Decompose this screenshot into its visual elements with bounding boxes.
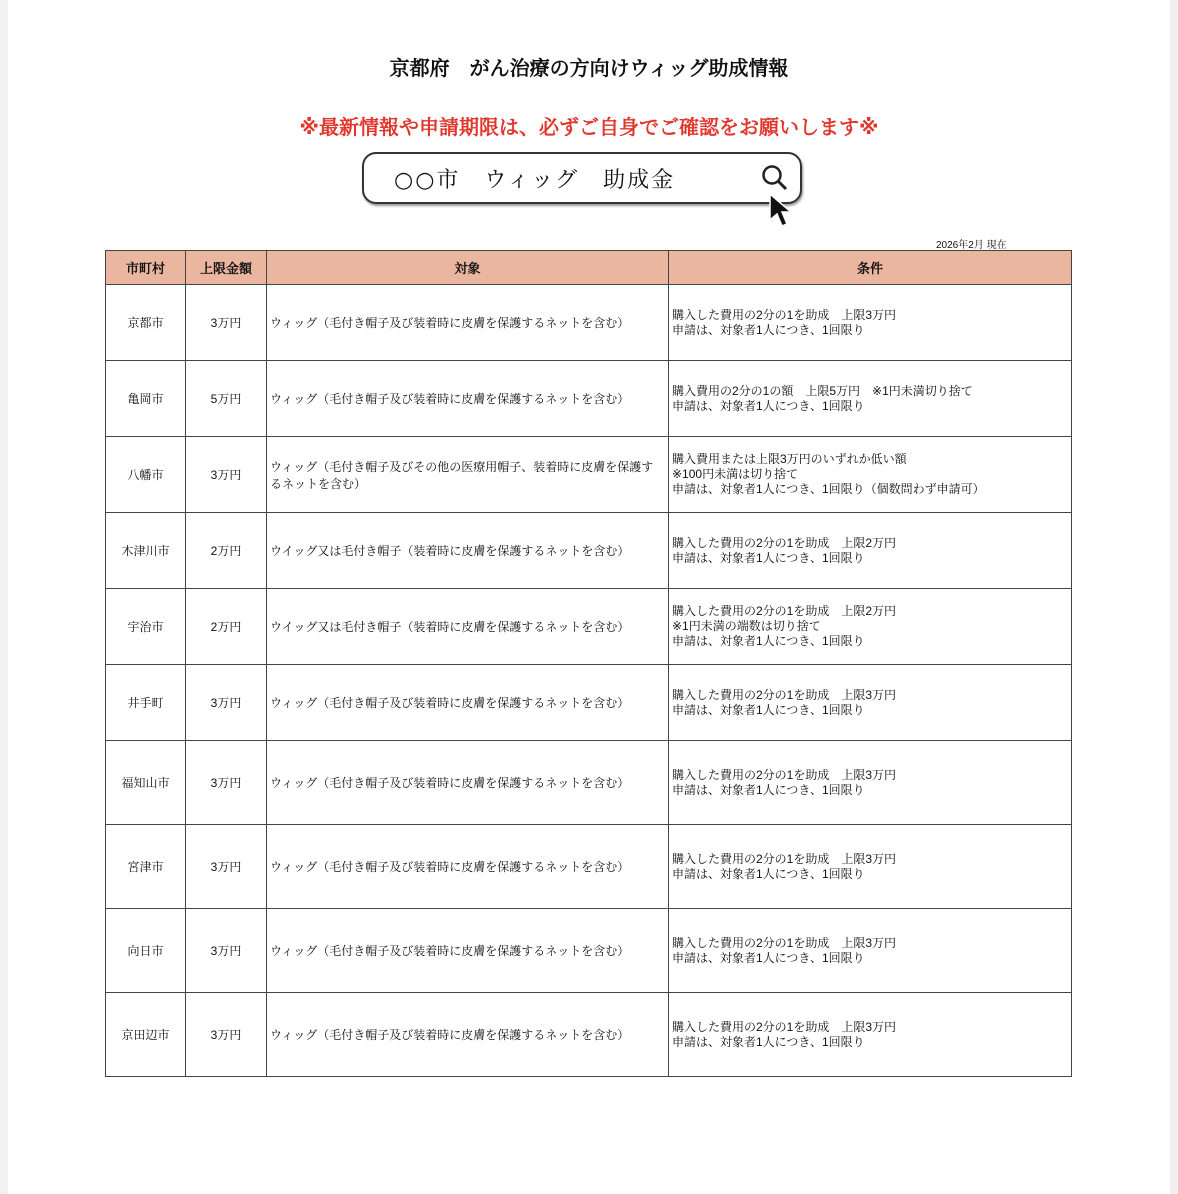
cell-city: 井手町 [106, 665, 186, 741]
cell-limit: 3万円 [186, 665, 267, 741]
cell-limit: 3万円 [186, 437, 267, 513]
cell-conditions [669, 741, 1072, 825]
condition-line: 申請は、対象者1人につき、1回限り [672, 866, 865, 881]
search-icon [760, 163, 790, 193]
cell-city: 宇治市 [106, 589, 186, 665]
notice-text: ※最新情報や申請期限は、必ずご自身でご確認をお願いします※ [299, 117, 879, 139]
cell-target: ウイッグ又は毛付き帽子（装着時に皮膚を保護するネットを含む） [267, 589, 669, 665]
table-header-row [106, 251, 1072, 285]
cell-conditions [669, 513, 1072, 589]
condition-line: 購入した費用の2分の1を助成 上限3万円 [672, 687, 897, 702]
cell-city: 木津川市 [106, 513, 186, 589]
condition-line: 購入費用の2分の1の額 上限5万円 ※1円未満切り捨て [672, 383, 973, 398]
cell-conditions [669, 993, 1072, 1077]
cell-conditions [669, 665, 1072, 741]
table-row [106, 589, 1072, 665]
condition-line: 購入した費用の2分の1を助成 上限3万円 [672, 307, 897, 322]
cell-target: ウィッグ（毛付き帽子及び装着時に皮膚を保護するネットを含む） [267, 825, 669, 909]
page-title: 京都府 がん治療の方向けウィッグ助成情報 [389, 58, 789, 80]
search-illustration [362, 152, 802, 204]
condition-line: 購入した費用の2分の1を助成 上限3万円 [672, 767, 897, 782]
condition-line: 申請は、対象者1人につき、1回限り [672, 398, 865, 413]
cell-city: 宮津市 [106, 825, 186, 909]
table-row [106, 513, 1072, 589]
header-conditions: 条件 [669, 251, 1072, 285]
cell-conditions [669, 437, 1072, 513]
condition-line: 購入した費用の2分の1を助成 上限3万円 [672, 935, 897, 950]
search-illustration-text: ○○市 ウィッグ 助成金 [394, 168, 676, 193]
cell-limit: 2万円 [186, 589, 267, 665]
cell-limit: 3万円 [186, 825, 267, 909]
table-row [106, 909, 1072, 993]
cell-limit: 3万円 [186, 741, 267, 825]
cell-conditions [669, 285, 1072, 361]
cell-conditions [669, 909, 1072, 993]
cursor-arrow-icon [768, 192, 796, 230]
cell-city: 福知山市 [106, 741, 186, 825]
cell-limit: 2万円 [186, 513, 267, 589]
condition-line: ※100円未満は切り捨て [672, 467, 799, 481]
cell-target: ウィッグ（毛付き帽子及び装着時に皮膚を保護するネットを含む） [267, 361, 669, 437]
condition-line: 申請は、対象者1人につき、1回限り [672, 550, 865, 565]
header-city: 市町村 [106, 251, 186, 285]
condition-line: 申請は、対象者1人につき、1回限り [672, 950, 865, 965]
cell-city: 京都市 [106, 285, 186, 361]
cell-limit: 5万円 [186, 361, 267, 437]
condition-line: 購入費用または上限3万円のいずれか低い額 [672, 452, 907, 466]
condition-line: 申請は、対象者1人につき、1回限り [672, 322, 865, 337]
table-row [106, 993, 1072, 1077]
cell-target: ウィッグ（毛付き帽子及び装着時に皮膚を保護するネットを含む） [267, 909, 669, 993]
cell-city: 八幡市 [106, 437, 186, 513]
cell-target: ウィッグ（毛付き帽子及び装着時に皮膚を保護するネットを含む） [267, 741, 669, 825]
table-row [106, 437, 1072, 513]
condition-line: 申請は、対象者1人につき、1回限り（個数問わず申請可） [672, 482, 985, 496]
table-row [106, 361, 1072, 437]
cell-conditions [669, 825, 1072, 909]
cell-conditions [669, 589, 1072, 665]
condition-line: 申請は、対象者1人につき、1回限り [672, 634, 865, 648]
condition-line: 購入した費用の2分の1を助成 上限3万円 [672, 1019, 897, 1034]
condition-line: 申請は、対象者1人につき、1回限り [672, 782, 865, 797]
cell-target: ウィッグ（毛付き帽子及び装着時に皮膚を保護するネットを含む） [267, 285, 669, 361]
cell-target: ウィッグ（毛付き帽子及びその他の医療用帽子、装着時に皮膚を保護するネットを含む） [267, 437, 669, 513]
table-row [106, 665, 1072, 741]
cell-target: ウィッグ（毛付き帽子及び装着時に皮膚を保護するネットを含む） [267, 665, 669, 741]
condition-line: 購入した費用の2分の1を助成 上限3万円 [672, 851, 897, 866]
cell-limit: 3万円 [186, 909, 267, 993]
condition-line: ※1円未満の端数は切り捨て [672, 619, 821, 633]
cell-limit: 3万円 [186, 285, 267, 361]
table-row [106, 825, 1072, 909]
table-row [106, 741, 1072, 825]
header-target: 対象 [267, 251, 669, 285]
header-limit: 上限金額 [186, 251, 267, 285]
cell-city: 京田辺市 [106, 993, 186, 1077]
condition-line: 申請は、対象者1人につき、1回限り [672, 1034, 865, 1049]
condition-line: 購入した費用の2分の1を助成 上限2万円 [672, 604, 897, 618]
cell-city: 向日市 [106, 909, 186, 993]
cell-conditions [669, 361, 1072, 437]
cell-city: 亀岡市 [106, 361, 186, 437]
cell-target: ウィッグ（毛付き帽子及び装着時に皮膚を保護するネットを含む） [267, 993, 669, 1077]
cell-limit: 3万円 [186, 993, 267, 1077]
subsidy-table [105, 250, 1072, 1077]
table-row [106, 285, 1072, 361]
as-of-date: 2026年2月 現在 [936, 240, 1007, 251]
condition-line: 購入した費用の2分の1を助成 上限2万円 [672, 535, 897, 550]
cell-target: ウイッグ又は毛付き帽子（装着時に皮膚を保護するネットを含む） [267, 513, 669, 589]
condition-line: 申請は、対象者1人につき、1回限り [672, 702, 865, 717]
